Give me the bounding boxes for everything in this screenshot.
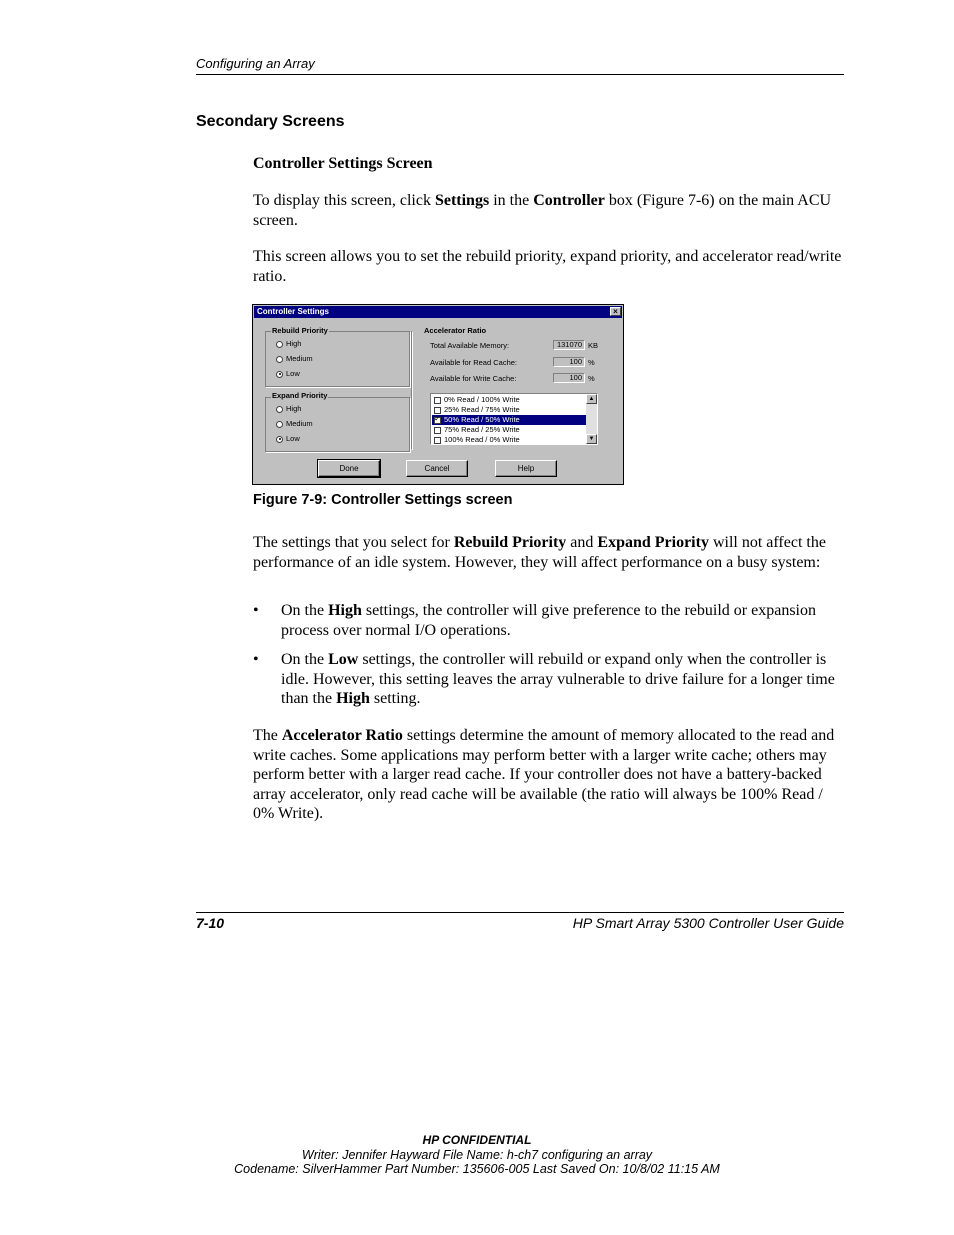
writer-line: Writer: Jennifer Hayward File Name: h-ch7 configuring an array [301, 1148, 653, 1162]
read-cache-unit: % [588, 358, 595, 367]
rebuild-medium-radio[interactable] [276, 354, 313, 364]
rebuild-high-radio[interactable] [276, 339, 301, 349]
radio-label: High [286, 404, 302, 413]
checkbox-icon[interactable] [434, 437, 441, 444]
read-cache-label: Available for Read Cache: [430, 358, 517, 367]
checkbox-icon[interactable] [434, 407, 441, 414]
radio-checked-icon [276, 436, 283, 443]
bold-term: Low [328, 651, 359, 668]
ratio-label: 25% Read / 75% Write [444, 405, 520, 414]
radio-checked-icon [276, 371, 283, 378]
bullet-text: On the High settings, the controller will give preference to the rebuild or expansion process over normal I/O operations. [281, 602, 816, 639]
controller-settings-dialog [252, 304, 624, 485]
radio-label: Medium [286, 419, 313, 428]
radio-icon [276, 341, 283, 348]
page-number: 7-10 [196, 915, 225, 931]
ratio-item-50-50[interactable] [432, 415, 587, 425]
expand-priority-label: Expand Priority [272, 391, 328, 400]
subsection-title: Controller Settings Screen [253, 155, 433, 172]
write-cache-label: Available for Write Cache: [430, 374, 517, 383]
ratio-label: 0% Read / 100% Write [444, 395, 520, 404]
accelerator-divider [411, 331, 412, 449]
bullet-icon: • [253, 651, 259, 668]
ratio-listbox[interactable] [430, 393, 598, 445]
ratio-item-25-75[interactable] [432, 405, 587, 415]
ratio-item-100-0[interactable] [432, 435, 587, 445]
write-cache-unit: % [588, 374, 595, 383]
running-head: Configuring an Array [196, 56, 315, 71]
expand-medium-radio[interactable] [276, 419, 313, 429]
total-memory-unit: KB [588, 341, 599, 350]
ratio-label: 75% Read / 25% Write [444, 425, 520, 434]
bullet-text: On the Low settings, the controller will rebuild or expand only when the controller is idle. However, this setting leaves the array vulnerable to drive failure for a longer time than the High setting. [281, 651, 835, 707]
bold-term: Rebuild Priority [453, 534, 567, 551]
scroll-down-icon[interactable]: ▼ [586, 434, 597, 444]
rebuild-priority-label: Rebuild Priority [272, 326, 328, 335]
expand-low-radio[interactable] [276, 434, 300, 444]
ratio-item-75-25[interactable] [432, 425, 587, 435]
rebuild-low-radio[interactable] [276, 369, 300, 379]
listbox-scrollbar[interactable] [586, 394, 597, 444]
help-button[interactable]: Help [495, 460, 557, 477]
bold-term: Accelerator Ratio [281, 727, 403, 744]
ratio-item-0-100[interactable] [432, 395, 587, 405]
done-button[interactable]: Done [318, 460, 380, 477]
paragraph-2: This screen allows you to set the rebuild priority, expand priority, and accelerator read/write ratio. [253, 248, 842, 285]
paragraph-3: The settings that you select for Rebuild Priority and Expand Priority will not affect the performance of an idle system. However, they will affect performance on a busy system: [253, 534, 826, 571]
scroll-up-icon[interactable]: ▲ [586, 394, 597, 404]
cancel-button[interactable]: Cancel [406, 460, 468, 477]
section-title: Secondary Screens [196, 113, 345, 130]
confidential-label: HP CONFIDENTIAL [422, 1133, 532, 1147]
radio-icon [276, 421, 283, 428]
expand-high-radio[interactable] [276, 404, 301, 414]
guide-title: HP Smart Array 5300 Controller User Guide [572, 915, 844, 931]
paragraph-4: The Accelerator Ratio settings determine the amount of memory allocated to the read and write caches. Some applications may perform better with a larger write cache; others may perform better with a larger read cache. If your controller does not have a battery-backed array accelerator, only read cache will be available (the ratio will always be 100% Read / 0% Write). [253, 727, 835, 822]
write-cache-value: 100 [553, 373, 585, 383]
radio-icon [276, 356, 283, 363]
figure-caption: Figure 7-9: Controller Settings screen [253, 492, 513, 508]
total-memory-label: Total Available Memory: [430, 341, 510, 350]
radio-label: Low [286, 434, 300, 443]
ratio-label: 50% Read / 50% Write [444, 415, 520, 424]
total-memory-value: 131070 [553, 340, 585, 350]
bullet-icon: • [253, 602, 259, 619]
radio-icon [276, 406, 283, 413]
footer-rule [196, 912, 844, 913]
read-cache-value: 100 [553, 357, 585, 367]
bold-term: High [336, 690, 370, 707]
dialog-title: Controller Settings [257, 307, 330, 316]
paragraph-1: To display this screen, click Settings in the Controller box (Figure 7-6) on the main ACU screen. [253, 192, 832, 229]
checkbox-checked-icon[interactable] [434, 417, 441, 424]
close-icon[interactable]: × [610, 307, 621, 316]
dialog-titlebar [254, 306, 622, 318]
checkbox-icon[interactable] [434, 397, 441, 404]
bold-term: Controller [533, 192, 605, 209]
radio-label: Low [286, 369, 300, 378]
codename-line: Codename: SilverHammer Part Number: 135606-005 Last Saved On: 10/8/02 11:15 AM [234, 1162, 720, 1176]
ratio-label: 100% Read / 0% Write [444, 435, 520, 444]
bold-term: High [328, 602, 362, 619]
radio-label: Medium [286, 354, 313, 363]
accelerator-ratio-label: Accelerator Ratio [424, 326, 487, 335]
radio-label: High [286, 339, 302, 348]
bold-term: Settings [434, 192, 490, 209]
checkbox-icon[interactable] [434, 427, 441, 434]
bold-term: Expand Priority [597, 534, 709, 551]
header-rule [196, 74, 844, 75]
